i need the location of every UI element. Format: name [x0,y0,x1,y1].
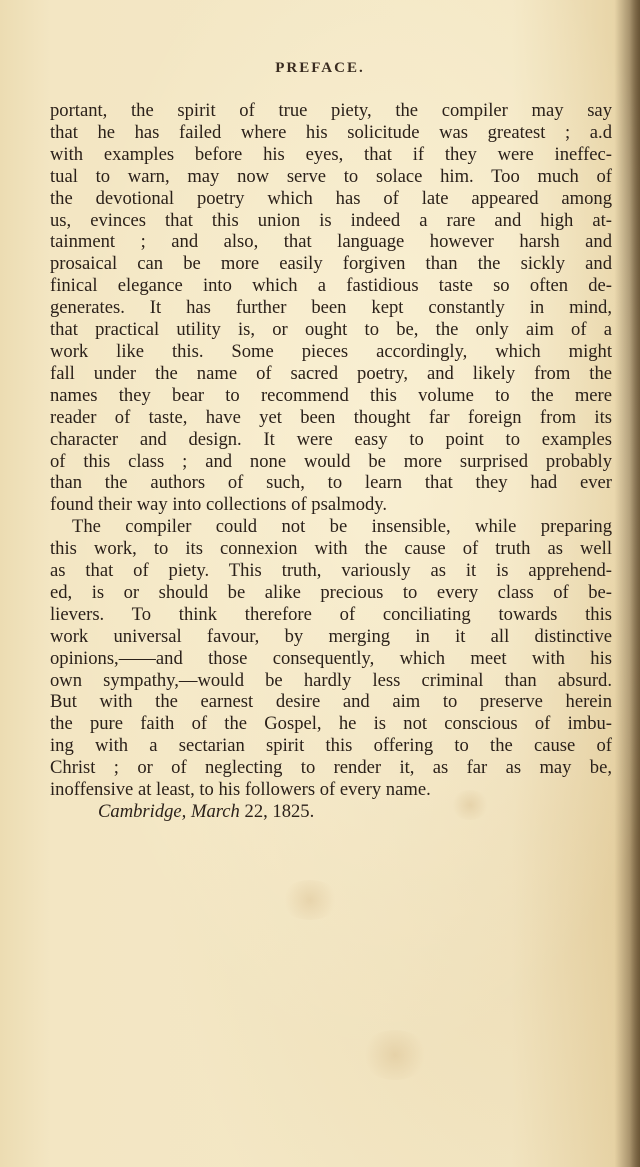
text-line: prosaical can be more easily forgiven than the sickly and [50,253,612,275]
page-edge-shadow [630,0,640,1167]
running-head: PREFACE. [275,60,365,76]
text-line: the devotional poetry which has of late appeared among [50,187,612,209]
text-line: lievers. To think therefore of conciliating towards this [50,603,612,625]
preface-text [50,100,612,823]
text-line: opinions,——and those consequently, which meet with his [50,647,612,669]
text-line: work like this. Some pieces accordingly, which might [50,340,612,362]
text-line: of this class ; and none would be more surprised probably [50,450,612,472]
text-line: as that of piety. This truth, variously as it is apprehend- [50,560,612,582]
paper-stain [280,880,340,920]
text-line: Christ ; or of neglecting to render it, as far as may be, [50,757,612,779]
text-line: tainment ; and also, that language however harsh and [50,231,612,253]
text-line: reader of taste, have yet been thought far foreign from its [50,406,612,428]
text-line: this work, to its connexion with the cause of truth as well [50,538,612,560]
signature-day-year: 22, 1825. [244,801,315,822]
text-line: finical elegance into which a fastidious taste so often de- [50,275,612,297]
text-line: portant, the spirit of true piety, the compiler may say [50,100,612,121]
text-line: generates. It has further been kept constantly in mind, [50,297,612,319]
paper-stain [360,1030,430,1080]
text-line: But with the earnest desire and aim to preserve herein [50,691,612,713]
paragraph [50,100,612,516]
text-line: names they bear to recommend this volume to the mere [50,384,612,406]
text-line: us, evinces that this union is indeed a rare and high at- [50,209,612,231]
text-line: the pure faith of the Gospel, he is not conscious of imbu- [50,713,612,735]
text-line: that practical utility is, or ought to be, the only aim of a [50,319,612,341]
text-line: ed, is or should be alike precious to every class of be- [50,581,612,603]
signature-line [50,801,612,823]
text-line: character and design. It were easy to point to examples [50,428,612,450]
text-line: own sympathy,—would be hardly less criminal than absurd. [50,669,612,691]
text-line: tual to warn, may now serve to solace him. Too much of [50,165,612,187]
text-line: ing with a sectarian spirit this offering to the cause of [50,735,612,757]
paragraph [50,516,612,801]
text-line: The compiler could not be insensible, while preparing [72,516,612,538]
text-line: work universal favour, by merging in it all distinctive [50,625,612,647]
text-line: fall under the name of sacred poetry, and likely from the [50,362,612,384]
text-line: with examples before his eyes, that if they were ineffec- [50,143,612,165]
text-line: than the authors of such, to learn that they had ever [50,472,612,494]
text-line: found their way into collections of psalmody. [50,494,388,516]
text-line: that he has failed where his solicitude was greatest ; a.d [50,121,612,143]
signature-place-date: Cambridge, March [98,801,240,822]
text-line: inoffensive at least, to his followers of every name. [50,779,431,801]
